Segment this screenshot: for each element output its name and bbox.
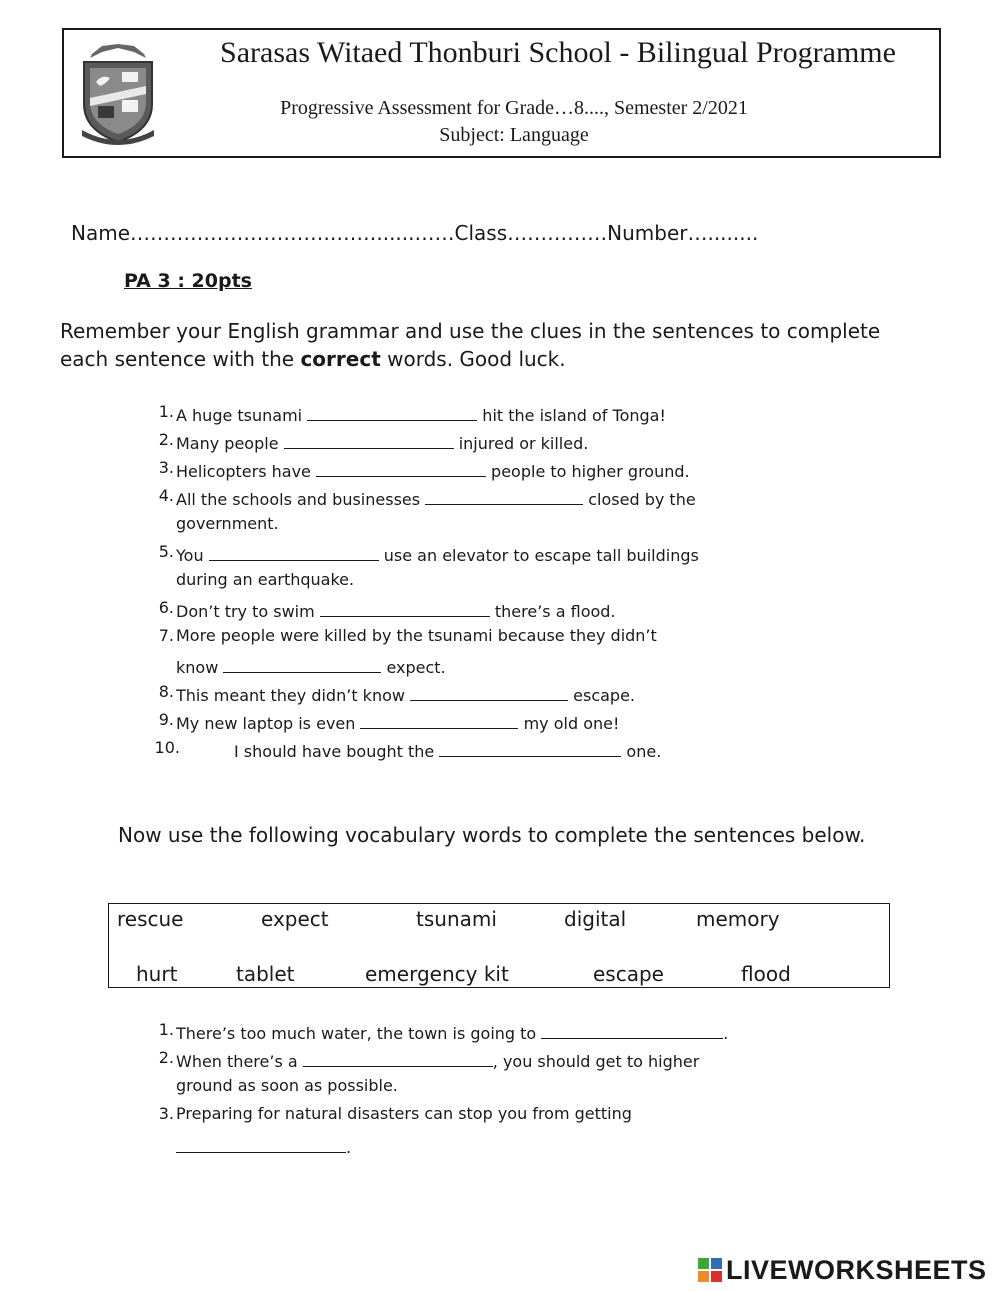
vocab-word: escape [593, 962, 664, 986]
assessment-info: Progressive Assessment for Grade…8...., Semester 2/2021 [280, 97, 748, 119]
question-text: My new laptop is even [176, 714, 361, 733]
brand-name: LIVEWORKSHEETS [726, 1255, 987, 1285]
vocab-word: tsunami [416, 907, 497, 931]
question-text-after: use an elevator to escape tall buildings [378, 546, 699, 565]
answer-blank[interactable] [223, 654, 381, 673]
question-text-after: hit the island of Tonga! [477, 406, 666, 425]
school-crest-icon [76, 42, 160, 146]
vocab-word: digital [564, 907, 627, 931]
answer-blank[interactable] [176, 1134, 346, 1153]
vocab-word: rescue [117, 907, 184, 931]
question-number: 10. [154, 738, 180, 757]
vocab-word: emergency kit [365, 962, 509, 986]
question-continuation: during an earthquake. [176, 570, 355, 589]
question-number: 6. [158, 598, 174, 617]
question-number: 5. [158, 542, 174, 561]
header-box [62, 28, 941, 158]
vocab-word: tablet [236, 962, 295, 986]
question-text: Many people [176, 434, 284, 453]
question-text-after: expect. [381, 658, 446, 677]
answer-blank[interactable] [316, 458, 486, 477]
question-text-after: , you should get to higher [492, 1052, 700, 1071]
question-number: 1. [158, 402, 174, 421]
answer-blank[interactable] [541, 1020, 723, 1039]
question-text-after: injured or killed. [453, 434, 589, 453]
answer-blank[interactable] [303, 1048, 493, 1067]
question-number: 3. [158, 1104, 174, 1123]
subject-info: Subject: Language [439, 124, 589, 146]
question-number: 9. [158, 710, 174, 729]
instructions [60, 317, 900, 373]
question-number: 2. [158, 1048, 174, 1067]
question-text-after: . [723, 1024, 729, 1043]
vocab-word: memory [696, 907, 780, 931]
answer-blank[interactable] [360, 710, 518, 729]
question-text-after: there’s a flood. [489, 602, 616, 621]
question-number: 3. [158, 458, 174, 477]
student-info-line[interactable]: Name………………………….……......……Class……………Number…........ [71, 221, 759, 245]
question-text-after: people to higher ground. [485, 462, 690, 481]
answer-blank[interactable] [209, 542, 379, 561]
vocab-word: hurt [136, 962, 178, 986]
question-text: This meant they didn’t know [176, 686, 411, 705]
vocab-word: expect [261, 907, 329, 931]
school-name: Sarasas Witaed Thonburi School - Bilingual Programme [220, 36, 896, 69]
answer-blank[interactable] [284, 430, 454, 449]
question-text-after: one. [621, 742, 662, 761]
question-number: 2. [158, 430, 174, 449]
answer-blank[interactable] [307, 402, 477, 421]
question-text: Preparing for natural disasters can stop you from getting [176, 1104, 632, 1123]
answer-blank[interactable] [320, 598, 490, 617]
question-text-after: my old one! [518, 714, 620, 733]
question-continuation: government. [176, 514, 279, 533]
vocab-word: flood [741, 962, 791, 986]
question-continuation: ground as soon as possible. [176, 1076, 398, 1095]
question-text: When there’s a [176, 1052, 303, 1071]
answer-blank[interactable] [439, 738, 621, 757]
question-text-after: closed by the [583, 490, 696, 509]
question-number: 1. [158, 1020, 174, 1039]
vocabulary-intro: Now use the following vocabulary words to complete the sentences below. [118, 823, 866, 847]
question-text: A huge tsunami [176, 406, 308, 425]
question-text-after: . [346, 1138, 352, 1157]
question-text: More people were killed by the tsunami because they didn’t [176, 626, 657, 645]
vocabulary-box [108, 903, 890, 988]
question-text: All the schools and businesses [176, 490, 426, 509]
question-text-after: escape. [568, 686, 635, 705]
question-continuation: know [176, 658, 219, 677]
instructions-end: words. Good luck. [380, 347, 566, 371]
answer-blank[interactable] [410, 682, 568, 701]
question-text: You [176, 546, 209, 565]
question-text: Helicopters have [176, 462, 316, 481]
question-number: 7. [158, 626, 174, 645]
instructions-text: Remember your English grammar and use the clues in the sentences to complete each sentence with the [60, 319, 881, 371]
liveworksheets-logo-icon [698, 1258, 722, 1282]
section-title: PA 3 : 20pts [124, 270, 252, 292]
question-text: Don’t try to swim [176, 602, 320, 621]
question-text: There’s too much water, the town is going to [176, 1024, 542, 1043]
answer-blank[interactable] [425, 486, 583, 505]
question-text: I should have bought the [234, 742, 440, 761]
question-number: 4. [158, 486, 174, 505]
instructions-bold: correct [300, 347, 381, 371]
question-number: 8. [158, 682, 174, 701]
